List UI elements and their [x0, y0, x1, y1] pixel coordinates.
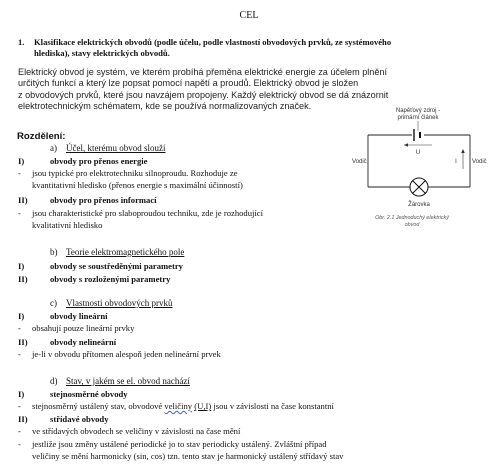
intro-line: elektrotechnickým schématem, kde se používá normalizovaných značek.	[18, 101, 312, 112]
section-heading	[18, 37, 391, 59]
subsection-c-item-2-desc: - je-li v obvodu přítomen alespoň jeden nelineární prvek	[18, 349, 221, 359]
diagram-label-source-2: primární článek	[397, 115, 439, 121]
diagram-label-wire-left: Vodič	[352, 159, 367, 165]
diagram-label-u: U	[415, 150, 421, 156]
diagram-caption-1: Obr. 2.1 Jednoduchý elektrický	[375, 215, 449, 221]
lamp-icon	[410, 178, 428, 196]
subsection-d-item-1-desc: - stejnosměrný ustálený stav, obvodové veličiny (U,I) jsou v závislosti na čase konstantní	[18, 401, 334, 411]
subsection-a-item-1: I) obvody pro přenos energie	[18, 156, 148, 166]
subsection-d-item-1: I) stejnosměrné obvody	[18, 389, 128, 399]
subsection-a-item-2-desc-cont: kvalitativní hledisko	[32, 220, 103, 230]
diagram-label-lamp: Žárovka	[408, 202, 430, 208]
diagram-label-i: I	[455, 159, 457, 165]
subsection-a-item-1-desc: - jsou typické pro elektrotechniku silnoproudu. Rozhoduje ze	[18, 168, 238, 178]
diagram-caption-2: obvod	[404, 222, 420, 228]
diagram-label-source-1: Napěťový zdroj -	[395, 108, 441, 114]
subsection-b-heading: b) Teorie elektromagnetického pole	[50, 247, 185, 257]
diagram-label-wire-right: Vodič	[472, 159, 487, 165]
document-title: CEL	[239, 10, 259, 21]
intro-line: z obvodových prvků, které jsou navzájem propojeny. Každý elektrický obvod se dá znázornit	[18, 89, 389, 100]
subsection-a-heading: a) Účel, kterému obvod slouží	[50, 143, 166, 153]
subsection-d-heading: d) Stav, v jakém se el. obvod nachází	[50, 376, 190, 386]
intro-line: určitých funkcí a který lze popsat pomocí napětí a proudů. Elektrický obvod je složen	[18, 78, 359, 89]
subsection-d-item-2-desc: - ve střídavých obvodech se veličiny v závislosti na čase mění	[18, 426, 241, 436]
current-arrow-head	[461, 149, 465, 153]
subsection-b-item-2: II) obvody s rozloženými parametry	[18, 274, 171, 284]
intro-line: Elektrický obvod je systém, ve kterém probíhá přeměna elektrické energie za účelem plnění	[18, 67, 387, 77]
subsection-c-item-2: II) obvody nelineární	[18, 337, 117, 347]
subsection-a-item-2: II) obvody pro přenos informací	[18, 195, 157, 205]
heading-number: 1.	[18, 37, 25, 47]
subsection-c-item-1: I) obvody lineární	[18, 311, 108, 321]
voltage-arrow-head	[404, 143, 408, 147]
subsection-a-item-2-desc: - jsou charakteristické pro slaboproudou techniku, zde je rozhodující	[18, 208, 264, 218]
subsection-d-item-2-desc-2: - jestliže jsou změny ustálené periodické jo to stav periodicky ustálený. Zvláštní případ	[18, 439, 327, 449]
subsection-c-item-1-desc: - obsahují pouze lineární prvky	[18, 323, 135, 333]
subsection-d-item-2-desc-3: veličiny se mění harmonicky (sin, cos) tzn. tento stav je harmonický ustálený střídavý stav	[32, 451, 344, 461]
subsection-a-item-1-desc-cont: kvantitativní hlediskо (přenos energie s maximální účinností)	[32, 180, 243, 190]
classification-label: Rozdělení:	[17, 131, 66, 142]
subsection-b-item-1: I) obvody se soustředěnými parametry	[18, 261, 183, 271]
section-heading-line2: hlediska), stavy elektrických obvodů.	[34, 48, 170, 58]
intro-paragraph	[18, 67, 388, 113]
subsection-d-item-2: II) střídavé obvody	[18, 414, 109, 424]
circuit-diagram	[352, 105, 490, 230]
subsection-c-heading: c) Vlastnosti obvodových prvků	[50, 298, 173, 308]
section-heading-line1: 1. Klasifikace elektrických obvodů (podle účelu, podle vlastností obvodových prvků, ze systémového	[18, 37, 392, 47]
